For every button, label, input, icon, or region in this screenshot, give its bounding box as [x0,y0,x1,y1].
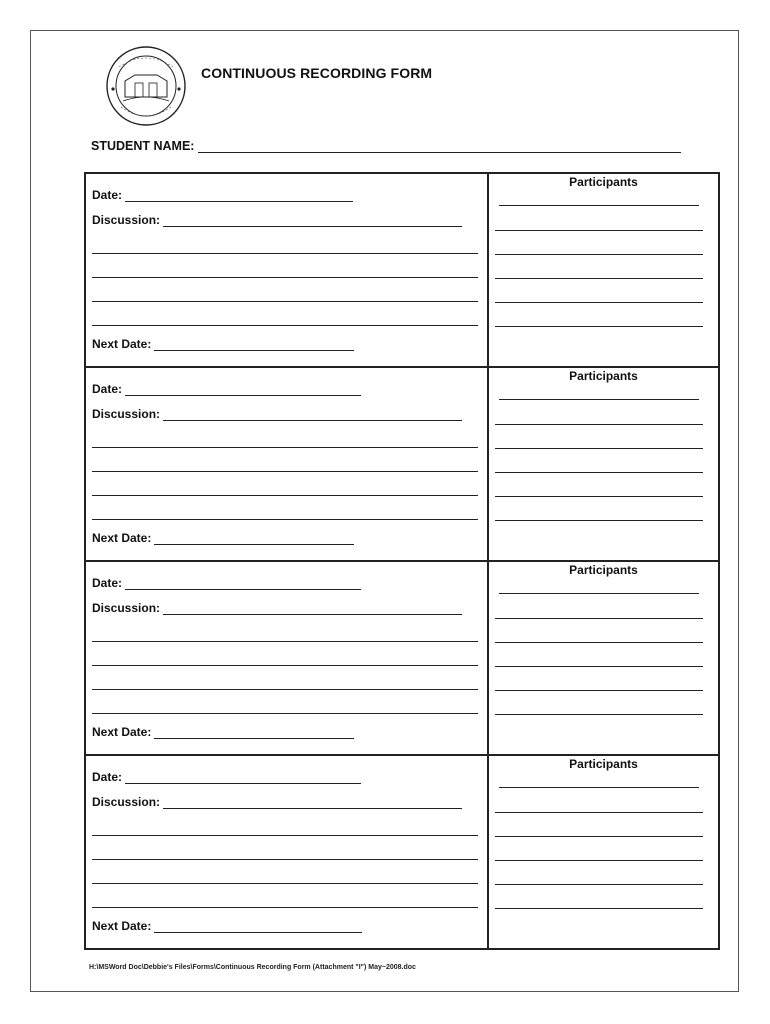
discussion-line[interactable] [92,471,478,472]
next-date-line[interactable] [154,340,354,351]
participant-line[interactable] [495,860,703,861]
next-date-label: Next Date: [92,531,152,545]
discussion-line[interactable] [92,447,478,448]
next-date-line[interactable] [154,728,354,739]
recording-grid [84,172,720,950]
discussion-line[interactable] [163,410,462,421]
discussion-label: Discussion: [92,795,161,809]
participant-line[interactable] [495,472,703,473]
discussion-line[interactable] [92,325,478,326]
discussion-field[interactable] [92,795,462,809]
discussion-line[interactable] [92,665,478,666]
discussion-column [86,756,487,950]
discussion-line[interactable] [92,277,478,278]
date-field[interactable] [92,382,361,396]
discussion-line[interactable] [92,835,478,836]
recording-section [86,756,718,950]
next-date-field[interactable] [92,531,354,545]
date-field[interactable] [92,188,353,202]
participant-line[interactable] [495,836,703,837]
participants-column [487,368,718,560]
discussion-line[interactable] [92,907,478,908]
discussion-label: Discussion: [92,601,161,615]
participant-line[interactable] [495,230,703,231]
next-date-field[interactable] [92,919,362,933]
discussion-column [86,562,487,754]
participants-column [487,562,718,754]
participant-line[interactable] [499,593,699,594]
next-date-field[interactable] [92,725,354,739]
participants-heading: Participants [569,175,638,189]
discussion-line[interactable] [92,689,478,690]
participant-line[interactable] [499,399,699,400]
participant-line[interactable] [495,326,703,327]
participant-line[interactable] [495,908,703,909]
date-line[interactable] [125,773,361,784]
discussion-line[interactable] [92,519,478,520]
student-name-label: STUDENT NAME: [91,139,195,153]
recording-section [86,562,718,756]
file-path-footer: H:\MSWord Doc\Debbie's Files\Forms\Continuous Recording Form (Attachment "I") May~2008.doc [89,964,416,971]
discussion-line[interactable] [92,301,478,302]
date-line[interactable] [125,191,353,202]
student-name-field[interactable] [91,139,681,153]
participant-line[interactable] [495,254,703,255]
page-title: CONTINUOUS RECORDING FORM [201,65,433,81]
participant-line[interactable] [495,448,703,449]
discussion-label: Discussion: [92,213,161,227]
discussion-field[interactable] [92,407,462,421]
discussion-line[interactable] [92,713,478,714]
participant-line[interactable] [495,690,703,691]
next-date-line[interactable] [154,922,362,933]
date-field[interactable] [92,576,361,590]
discussion-label: Discussion: [92,407,161,421]
participant-line[interactable] [495,666,703,667]
participant-line[interactable] [495,278,703,279]
discussion-line[interactable] [163,798,462,809]
participant-line[interactable] [495,812,703,813]
next-date-line[interactable] [154,534,354,545]
discussion-line[interactable] [163,604,462,615]
discussion-column [86,368,487,560]
next-date-label: Next Date: [92,337,152,351]
discussion-line[interactable] [92,883,478,884]
participants-heading: Participants [569,757,638,771]
participants-heading: Participants [569,563,638,577]
discussion-line[interactable] [92,253,478,254]
participant-line[interactable] [495,714,703,715]
form-page [30,30,739,992]
recording-section [86,174,718,368]
date-line[interactable] [125,385,361,396]
recording-section [86,368,718,562]
discussion-line[interactable] [163,216,462,227]
date-label: Date: [92,770,123,784]
participant-line[interactable] [499,787,699,788]
date-label: Date: [92,382,123,396]
next-date-label: Next Date: [92,725,152,739]
date-label: Date: [92,188,123,202]
participant-line[interactable] [495,520,703,521]
participant-line[interactable] [495,884,703,885]
participants-column [487,174,718,366]
participants-column [487,756,718,950]
next-date-field[interactable] [92,337,354,351]
date-label: Date: [92,576,123,590]
date-line[interactable] [125,579,361,590]
participant-line[interactable] [495,642,703,643]
participant-line[interactable] [495,496,703,497]
discussion-line[interactable] [92,859,478,860]
discussion-line[interactable] [92,495,478,496]
student-name-line[interactable] [198,140,681,153]
school-district-seal-icon [105,45,187,127]
next-date-label: Next Date: [92,919,152,933]
participants-heading: Participants [569,369,638,383]
discussion-line[interactable] [92,641,478,642]
participant-line[interactable] [499,205,699,206]
participant-line[interactable] [495,302,703,303]
date-field[interactable] [92,770,361,784]
discussion-field[interactable] [92,213,462,227]
participant-line[interactable] [495,618,703,619]
discussion-field[interactable] [92,601,462,615]
participant-line[interactable] [495,424,703,425]
discussion-column [86,174,487,366]
